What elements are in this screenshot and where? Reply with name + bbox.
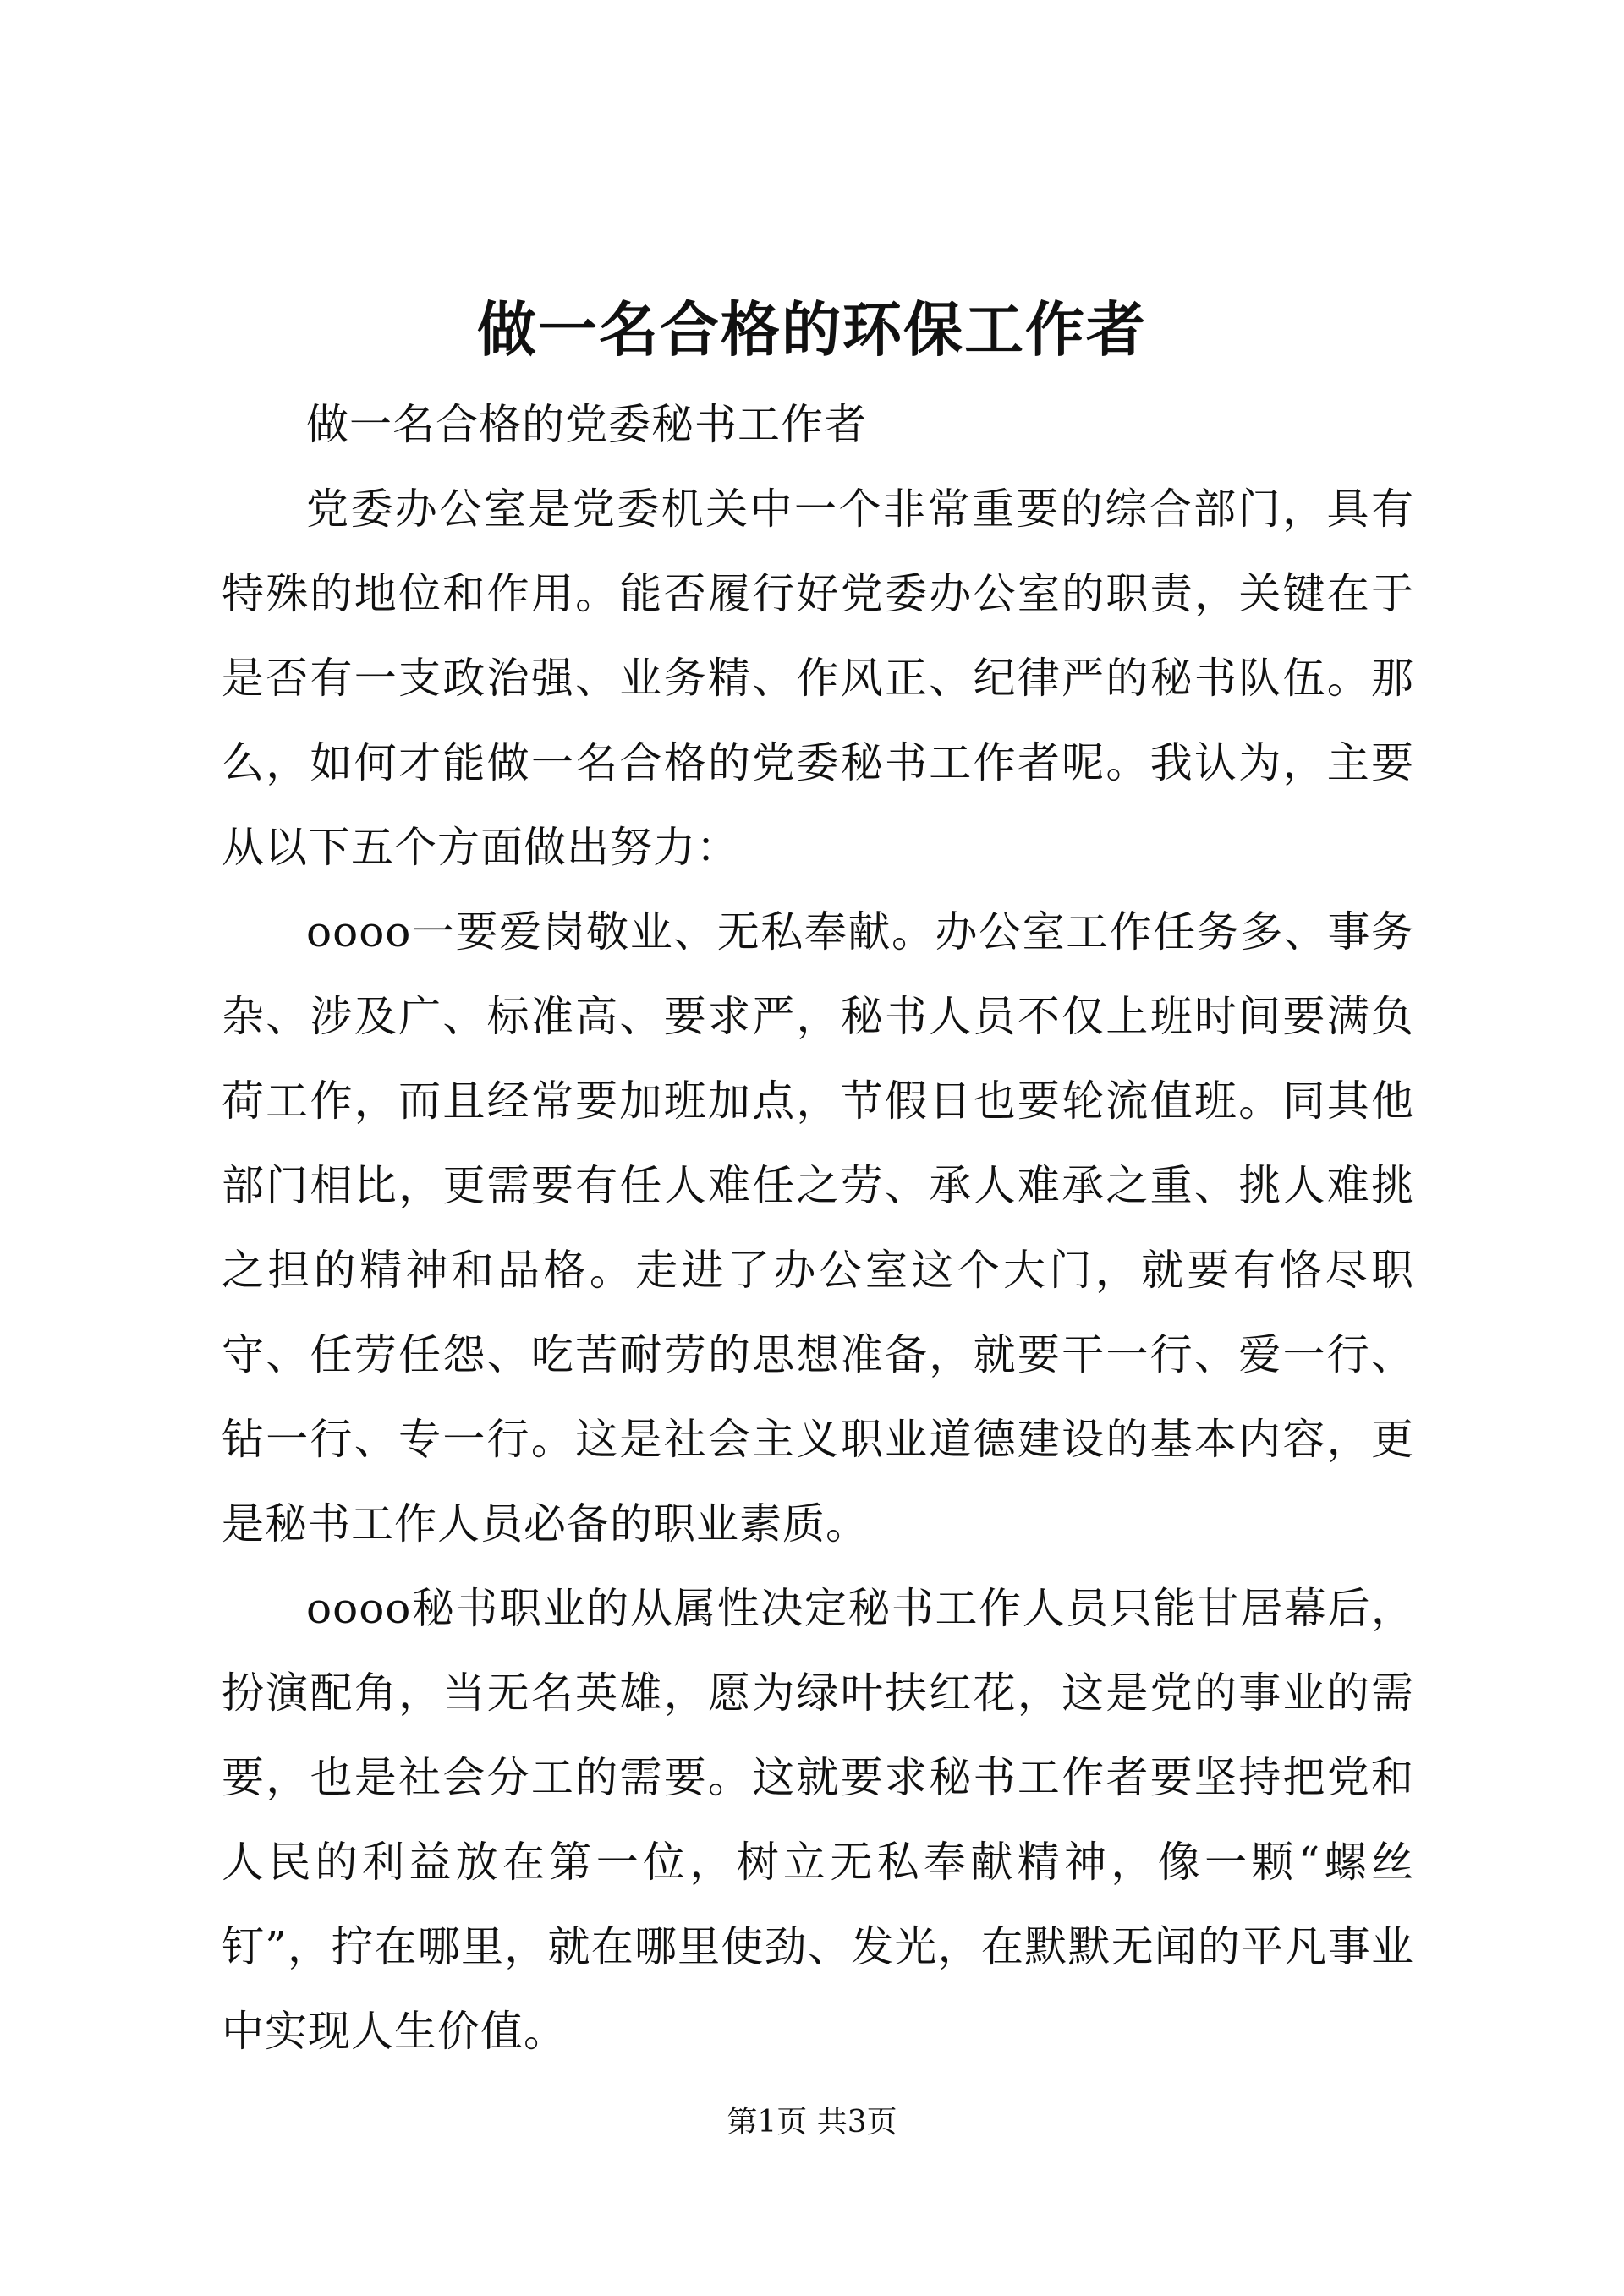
body-paragraph: oooo一要爱岗敬业、无私奉献。办公室工作任务多、事务杂、涉及广、标准高、要求严，秘书人员不仅上班时间要满负荷工作，而且经常要加班加点，节假日也要轮流值班。同其他部门相比，更需要有任人难任之劳、承人难承之重、挑人难挑之担的精神和品格。走进了办公室这个大门，就要有恪尽职守、任劳任怨、吃苦耐劳的思想准备，就要干一行、爱一行、钻一行、专一行。这是社会主义职业道德建设的基本内容，更是秘书工作人员必备的职业素质。 xyxy=(222,907,1414,1548)
body-paragraph: oooo秘书职业的从属性决定秘书工作人员只能甘居幕后，扮演配角，当无名英雄，愿为绿叶扶红花，这是党的事业的需要，也是社会分工的需要。这就要求秘书工作者要坚持把党和人民的利益放在第一位，树立无私奉献精神，像一颗“螺丝钉”，拧在哪里，就在哪里使劲、发光，在默默无闻的平凡事业中实现人生价值。 xyxy=(222,1584,1414,2056)
document-body xyxy=(222,382,1414,2074)
page-number-footer: 第1页 共3页 xyxy=(727,2105,897,2140)
body-paragraph: 党委办公室是党委机关中一个非常重要的综合部门，具有特殊的地位和作用。能否履行好党委办公室的职责，关键在于是否有一支政治强、业务精、作风正、纪律严的秘书队伍。那么，如何才能做一名合格的党委秘书工作者呢。我认为，主要从以下五个方面做出努力： xyxy=(222,485,1414,872)
document-title: 做一名合格的环保工作者 xyxy=(477,294,1147,364)
subtitle-paragraph: 做一名合格的党委秘书工作者 xyxy=(306,400,867,449)
